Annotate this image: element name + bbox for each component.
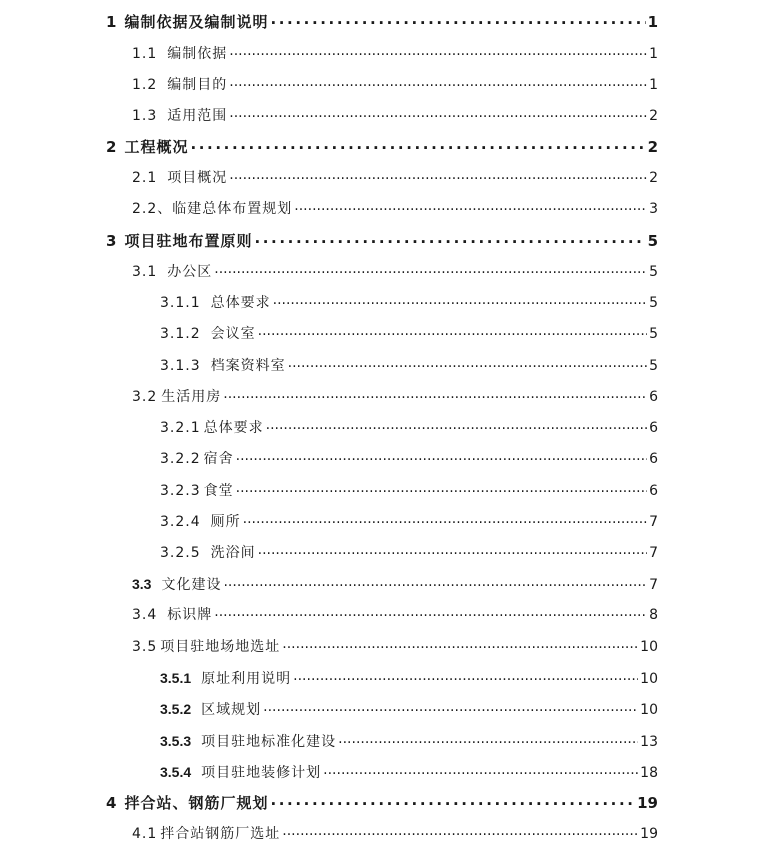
toc-entry-title: 拌合站钢筋厂选址 xyxy=(160,826,281,842)
toc-entry-title: 总体要求 xyxy=(203,420,264,436)
toc-entry-number: 3.5.2 xyxy=(160,701,192,717)
toc-entry[interactable] xyxy=(106,12,658,32)
toc-entry-number: 1.1 xyxy=(132,46,158,62)
toc-entry[interactable] xyxy=(106,137,658,157)
toc-entry-page: 5 xyxy=(647,232,658,250)
toc-entry-number: 3.2.4 xyxy=(160,514,201,530)
toc-entry-page: 7 xyxy=(649,514,658,530)
dot-leader xyxy=(254,228,645,248)
toc-entry-number: 3.3 xyxy=(132,576,152,592)
toc-entry-page: 10 xyxy=(640,702,658,718)
toc-entry-page: 1 xyxy=(649,46,658,62)
toc-entry-number: 3.5.3 xyxy=(160,733,192,749)
toc-entry-page: 8 xyxy=(649,607,658,623)
dot-leader xyxy=(293,666,638,686)
toc-entry-number: 3.4 xyxy=(132,607,158,623)
toc-entry[interactable] xyxy=(160,512,658,532)
toc-entry[interactable] xyxy=(132,262,658,282)
dot-leader xyxy=(243,509,647,529)
toc-entry[interactable] xyxy=(132,106,658,126)
toc-entry-number: 4.1 xyxy=(132,826,158,842)
toc-entry-page: 5 xyxy=(649,358,658,374)
toc-entry-number: 1.3 xyxy=(132,108,158,124)
dot-leader xyxy=(236,478,647,498)
toc-entry-number: 1.2 xyxy=(132,77,158,93)
toc-entry-number: 3.2.5 xyxy=(160,545,201,561)
toc-entry-page: 5 xyxy=(649,295,658,311)
toc-entry-number: 3.2.2 xyxy=(160,451,201,467)
toc-entry-page: 13 xyxy=(640,734,658,750)
toc-entry-page: 19 xyxy=(640,826,658,842)
toc-entry-page: 5 xyxy=(649,264,658,280)
toc-entry-page: 10 xyxy=(640,671,658,687)
toc-entry-title: 文化建设 xyxy=(161,577,222,593)
toc-entry-number: 3 xyxy=(106,232,117,250)
toc-entry[interactable] xyxy=(132,199,658,219)
toc-entry-number: 3.1 xyxy=(132,264,158,280)
toc-entry-number: 3.5.1 xyxy=(160,670,192,686)
dot-leader xyxy=(236,446,647,466)
toc-entry[interactable] xyxy=(160,481,658,501)
dot-leader xyxy=(214,259,647,279)
toc-entry-number: 2.1 xyxy=(132,170,158,186)
toc-entry[interactable] xyxy=(160,731,658,751)
toc-entry-title: 总体要求 xyxy=(210,295,271,311)
toc-entry-page: 6 xyxy=(649,451,658,467)
toc-entry[interactable] xyxy=(160,762,658,782)
dot-leader xyxy=(223,384,647,404)
toc-entry-page: 18 xyxy=(640,765,658,781)
toc-entry-number: 2 xyxy=(106,138,117,156)
toc-entry-title: 编制目的 xyxy=(167,77,228,93)
toc-entry[interactable] xyxy=(132,637,658,657)
dot-leader xyxy=(282,821,638,841)
toc-entry-number: 3.1.1 xyxy=(160,295,201,311)
toc-entry-title: 宿舍 xyxy=(203,451,234,467)
toc-entry-number: 3.5.4 xyxy=(160,764,192,780)
dot-leader xyxy=(229,165,647,185)
toc-entry-title: 项目驻地标准化建设 xyxy=(201,734,337,750)
toc-entry-title: 临建总体布置规划 xyxy=(172,201,293,217)
dot-leader xyxy=(288,353,647,373)
toc-entry-title: 原址利用说明 xyxy=(201,671,292,687)
dot-leader xyxy=(214,602,647,622)
dot-leader xyxy=(229,72,647,92)
toc-entry-title: 生活用房 xyxy=(161,389,222,405)
toc-entry-title: 适用范围 xyxy=(167,108,228,124)
toc-entry-title: 工程概况 xyxy=(124,138,189,156)
toc-entry[interactable] xyxy=(160,543,658,563)
toc-entry-title: 档案资料室 xyxy=(210,358,286,374)
toc-entry-page: 7 xyxy=(649,577,658,593)
toc-entry-page: 5 xyxy=(649,326,658,342)
dot-leader xyxy=(258,540,647,560)
toc-entry-page: 1 xyxy=(647,13,658,31)
toc-entry-title: 项目驻地装修计划 xyxy=(201,765,322,781)
toc-entry[interactable] xyxy=(160,668,658,688)
toc-entry[interactable] xyxy=(160,449,658,469)
toc-entry[interactable] xyxy=(132,168,658,188)
dot-leader xyxy=(323,760,638,780)
dot-leader xyxy=(294,196,647,216)
toc-entry[interactable] xyxy=(132,824,658,844)
toc-entry-number: 3.5 xyxy=(132,639,158,655)
toc-entry[interactable] xyxy=(160,699,658,719)
toc-entry-title: 办公区 xyxy=(167,264,213,280)
toc-entry-page: 3 xyxy=(649,201,658,217)
dot-leader xyxy=(229,103,647,123)
toc-entry-number: 3.1.3 xyxy=(160,358,201,374)
toc-entry-number: 3.1.2 xyxy=(160,326,201,342)
toc-entry[interactable] xyxy=(132,44,658,64)
toc-entry-page: 2 xyxy=(647,138,658,156)
toc-entry-number: 4 xyxy=(106,794,117,812)
toc-entry[interactable] xyxy=(132,574,658,594)
toc-entry-title: 项目概况 xyxy=(167,170,228,186)
toc-entry-page: 7 xyxy=(649,545,658,561)
toc-entry[interactable] xyxy=(160,418,658,438)
toc-entry-page: 6 xyxy=(649,420,658,436)
toc-entry-title: 项目驻地布置原则 xyxy=(124,232,253,250)
dot-leader xyxy=(263,697,638,717)
dot-leader xyxy=(270,790,635,810)
toc-entry[interactable] xyxy=(106,793,658,813)
toc-entry-title: 会议室 xyxy=(210,326,256,342)
toc-entry-page: 6 xyxy=(649,483,658,499)
toc-entry[interactable] xyxy=(160,356,658,376)
toc-entry-title: 厕所 xyxy=(210,514,241,530)
toc-entry[interactable] xyxy=(132,605,658,625)
toc-entry-title: 区域规划 xyxy=(201,702,262,718)
toc-entry-page: 6 xyxy=(649,389,658,405)
dot-leader xyxy=(273,290,647,310)
toc-entry-title: 编制依据 xyxy=(167,46,228,62)
toc-entry-title: 食堂 xyxy=(203,483,234,499)
toc-entry-title: 标识牌 xyxy=(167,607,213,623)
toc-entry-title: 编制依据及编制说明 xyxy=(124,13,269,31)
toc-entry[interactable] xyxy=(132,75,658,95)
toc-entry-page: 2 xyxy=(649,170,658,186)
dot-leader xyxy=(338,729,638,749)
dot-leader xyxy=(266,415,647,435)
toc-entry-number: 2.2、 xyxy=(132,201,173,217)
toc-entry-page: 10 xyxy=(640,639,658,655)
dot-leader xyxy=(258,321,647,341)
dot-leader xyxy=(229,41,647,61)
toc-entry[interactable] xyxy=(106,231,658,251)
toc-entry-number: 3.2.3 xyxy=(160,483,201,499)
dot-leader xyxy=(190,134,645,154)
toc-entry[interactable] xyxy=(160,324,658,344)
toc-entry-page: 2 xyxy=(649,108,658,124)
toc-entry-number: 3.2 xyxy=(132,389,158,405)
toc-entry-title: 拌合站、钢筋厂规划 xyxy=(124,794,269,812)
toc-entry-number: 1 xyxy=(106,13,117,31)
dot-leader xyxy=(223,572,647,592)
toc-entry[interactable] xyxy=(160,293,658,313)
toc-entry-number: 3.2.1 xyxy=(160,420,201,436)
toc-entry-page: 1 xyxy=(649,77,658,93)
toc-entry-page: 19 xyxy=(637,794,658,812)
toc-entry-title: 项目驻地场地选址 xyxy=(160,639,281,655)
toc-entry-title: 洗浴间 xyxy=(210,545,256,561)
dot-leader xyxy=(270,9,645,29)
toc-entry[interactable] xyxy=(132,387,658,407)
dot-leader xyxy=(282,634,638,654)
